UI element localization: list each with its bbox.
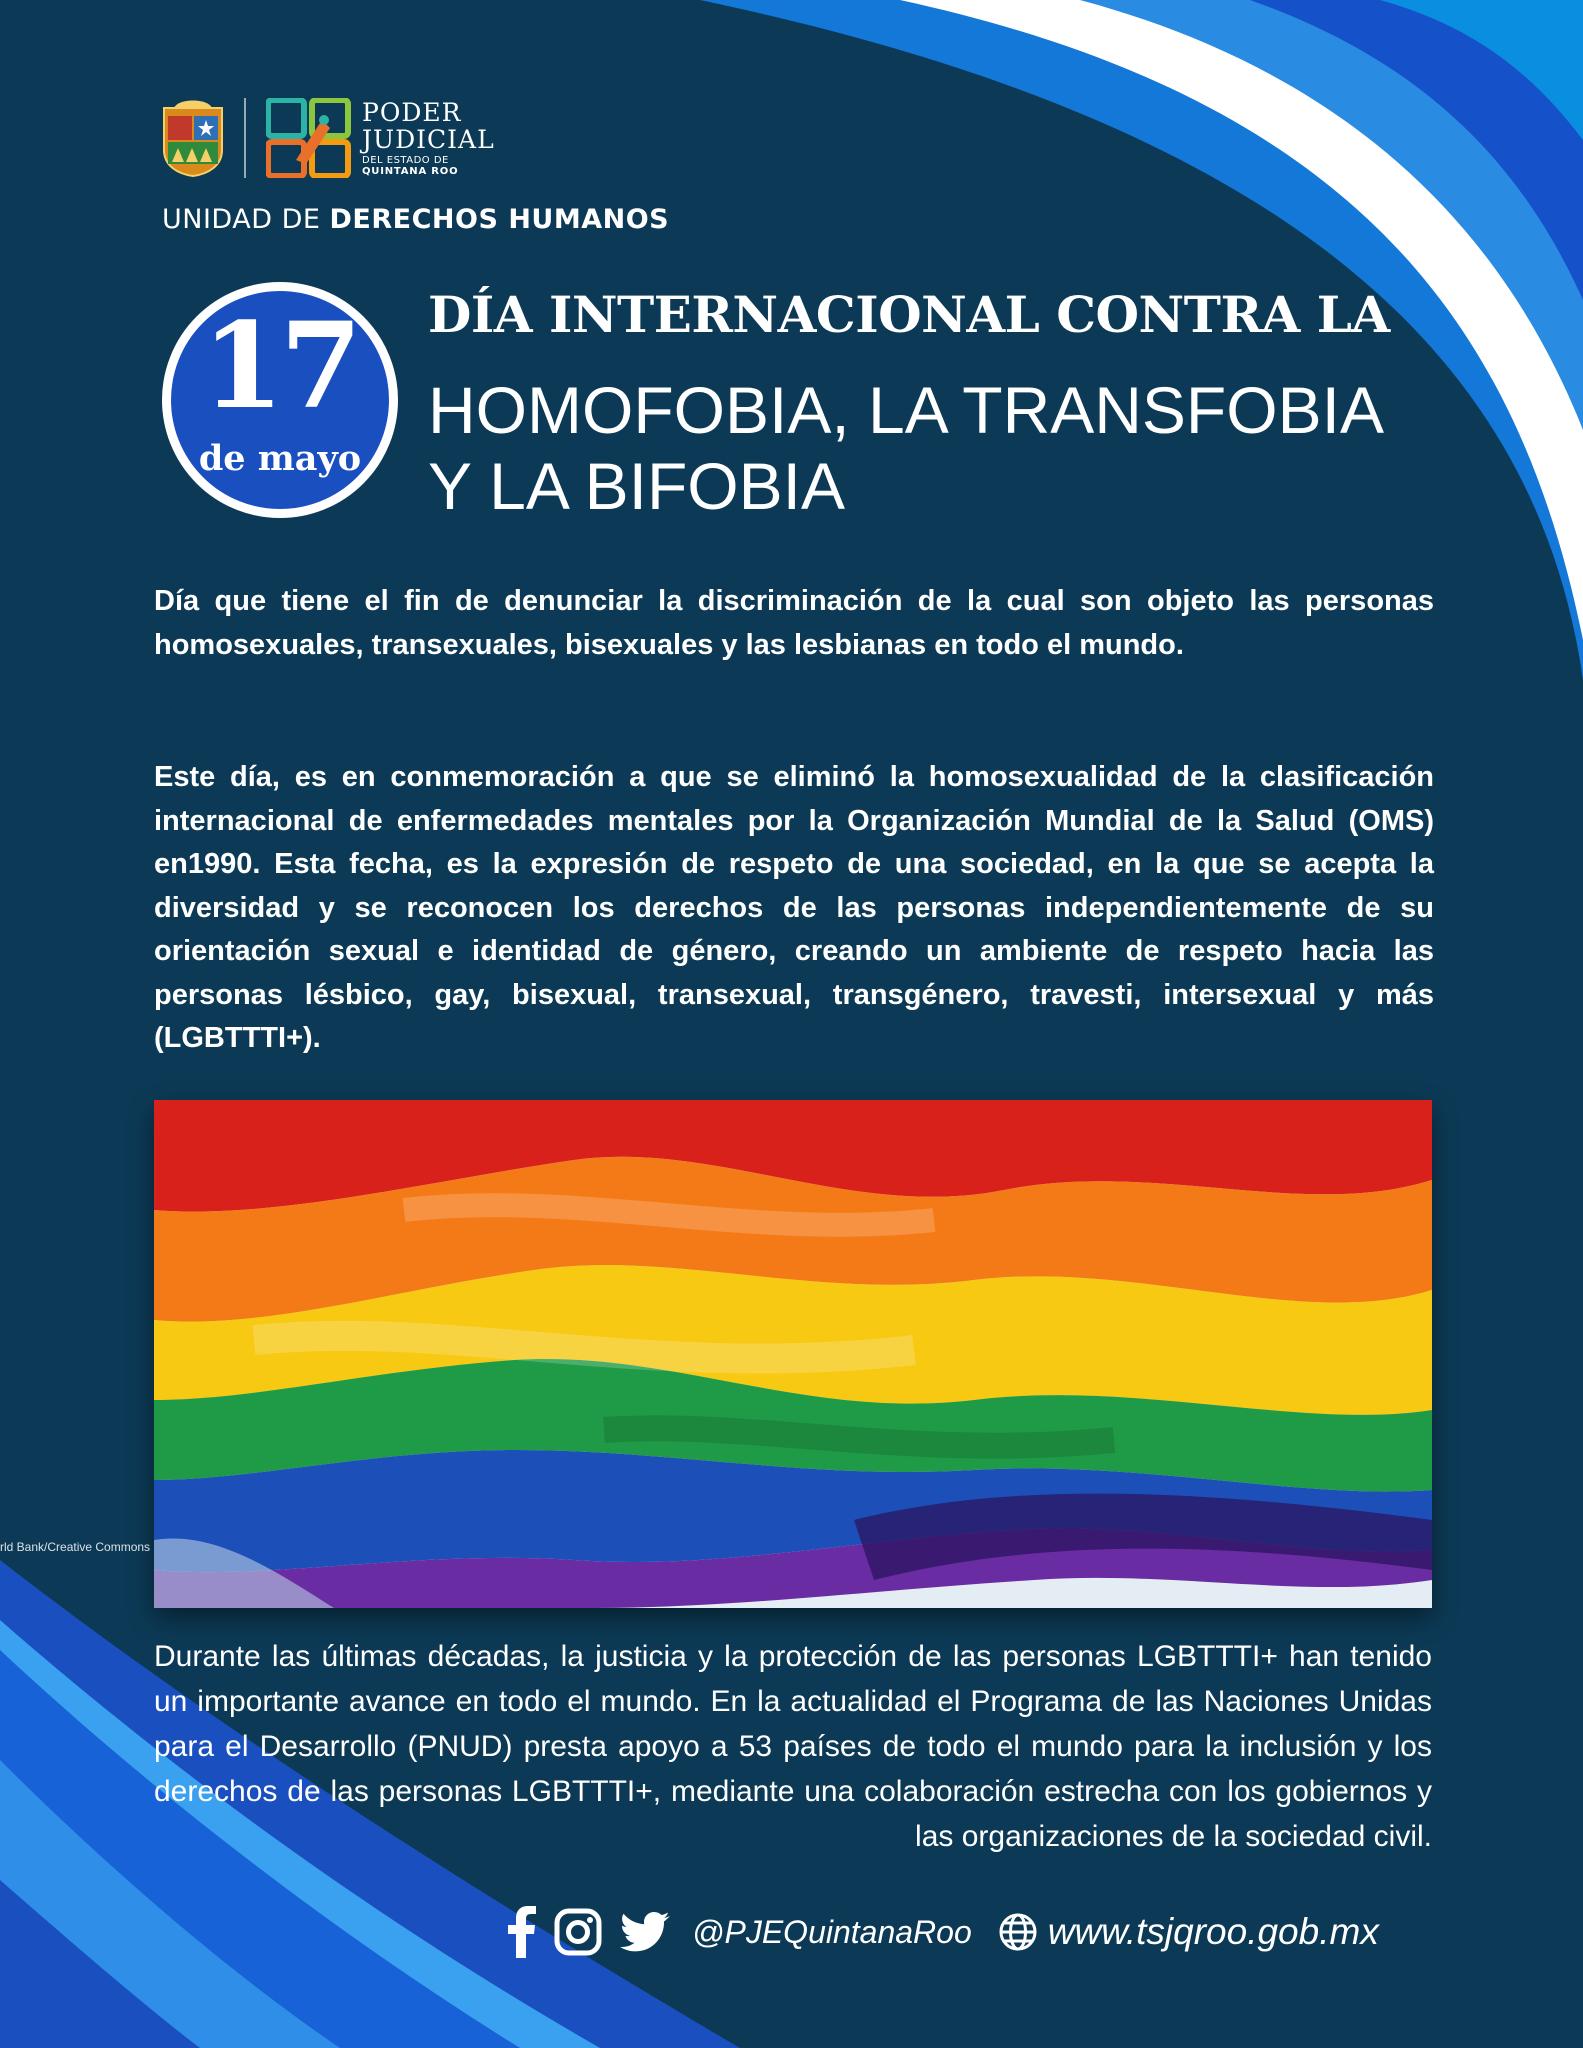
rainbow-flag-image	[154, 1100, 1432, 1608]
org-name-line1: PODER	[362, 97, 462, 127]
org-name-line4: QUINTANA ROO	[362, 165, 459, 177]
org-name-line3: DEL ESTADO DE	[362, 154, 449, 166]
unit-bold: DERECHOS HUMANOS	[329, 204, 670, 235]
title-line3: Y LA BIFOBIA	[428, 449, 845, 523]
paragraph-intro: Día que tiene el fin de denunciar la discriminación de la cual son objeto las personas homosexuales, transexuales, bisexuales y las lesbianas en todo el mundo.	[154, 585, 1434, 661]
organization-name	[362, 97, 495, 177]
date-month: de mayo	[198, 438, 362, 479]
rainbow-flag-illustration	[154, 1100, 1432, 1608]
logo-divider	[244, 98, 246, 178]
footer-social	[506, 1904, 1379, 1960]
website-link[interactable]: www.tsjqroo.gob.mx	[1047, 1911, 1379, 1952]
title-main	[428, 372, 1384, 524]
state-shield-icon	[160, 98, 226, 178]
date-badge	[162, 282, 398, 518]
social-handle[interactable]: @PJEQuintanaRoo	[692, 1913, 972, 1950]
unit-prefix: UNIDAD DE	[162, 204, 330, 235]
paragraph-progress: Durante las últimas décadas, la justicia y la protección de las personas LGBTTTI+ han tenido un importante avance en todo el mundo. En la actualidad el Programa de las Naciones Unidas para el Desarrollo (PNUD) presta apoyo a 53 países de todo el mundo para la inclusión y los derechos de las personas LGBTTTI+, mediante una colaboración estrecha con los gobiernos y las organizaciones de la sociedad civil.	[154, 1640, 1432, 1853]
instagram-icon[interactable]	[554, 1908, 602, 1956]
title-line1: DÍA INTERNACIONAL CONTRA LA	[428, 285, 1390, 344]
unit-name	[162, 204, 669, 235]
judicial-emblem-icon	[266, 98, 352, 178]
facebook-icon[interactable]	[506, 1906, 536, 1958]
org-name-line2: JUDICIAL	[362, 124, 495, 154]
title-line2: HOMOFOBIA, LA TRANSFOBIA	[428, 373, 1384, 447]
paragraph-history: Este día, es en conmemoración a que se eliminó la homosexualidad de la clasificación internacional de enfermedades mentales por la Organización Mundial de la Salud (OMS) en1990. Esta fecha, es la expresión de respeto de una sociedad, en la que se acepta la diversidad y se reconocen los derechos de las personas independientemente de su orientación sexual e identidad de género, creando un ambiente de respeto hacia las personas lésbico, gay, bisexual, transexual, transgénero, travesti, intersexual y más (LGBTTTI+).	[154, 761, 1434, 1054]
twitter-icon[interactable]	[620, 1911, 670, 1953]
header-logos	[160, 96, 495, 180]
image-credit: rld Bank/Creative Commons	[0, 1540, 151, 1554]
globe-icon	[998, 1912, 1038, 1952]
date-day: 17	[201, 296, 359, 435]
